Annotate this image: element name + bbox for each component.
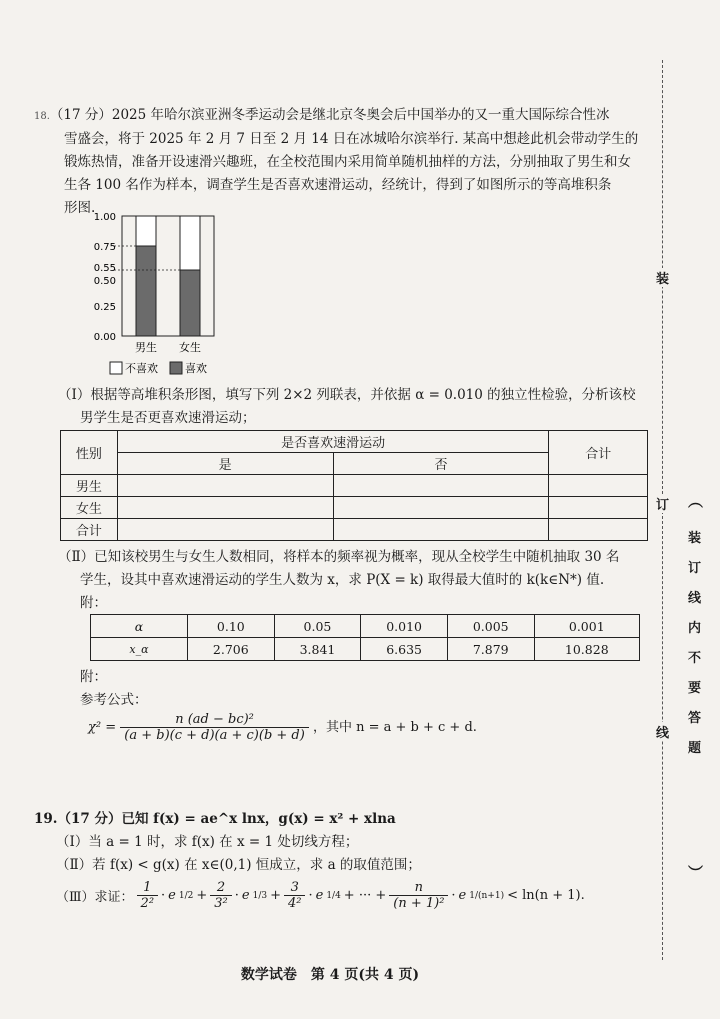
side-char-7: 题 [688, 741, 702, 756]
row-female-label: 女生 [61, 497, 118, 519]
legend-label-like: 喜欢 [185, 362, 207, 375]
side-char-5: 要 [688, 681, 702, 696]
stem-line: 锻炼热情，准备开设速滑兴趣班，在全校范围内采用简单随机抽样的方法，分别抽取了男生和女 [64, 154, 631, 170]
cell-male-total[interactable] [549, 475, 648, 497]
question-19-part-1: （Ⅰ）当 a = 1 时，求 f(x) 在 x = 1 处切线方程； [56, 834, 359, 850]
y-tick-label-4: 0.75 [93, 242, 116, 253]
side-char-1: 订 [688, 561, 702, 576]
stacked-bar-chart [60, 206, 260, 381]
part-3-prefix: （Ⅲ）求证： [56, 890, 134, 905]
page-footer: 数学试卷 第 4 页(共 4 页) [240, 967, 420, 983]
term-den: 3² [214, 896, 228, 911]
question-19-title: 19.（17 分）已知 f(x) = ae^x lnx，g(x) = x² + xlna [34, 811, 396, 827]
header-yes: 是 [117, 453, 333, 475]
alpha-label: α [91, 615, 188, 638]
legend-swatch-like [170, 362, 182, 374]
critical-value-0: 2.706 [188, 638, 275, 661]
alpha-value-1: 0.05 [274, 615, 361, 638]
formula-lhs: χ² = [88, 720, 117, 735]
term-num: 3 [284, 880, 305, 896]
alpha-value-3: 0.005 [447, 615, 534, 638]
table-row [91, 615, 640, 638]
formula-tail: ，其中 n = a + b + c + d. [312, 720, 477, 735]
term-exp: 1/4 [326, 890, 341, 901]
part-1-line: （Ⅰ）根据等高堆积条形图，填写下列 2×2 列联表，并依据 α = 0.010 的独立性检验，分析该校 [58, 387, 636, 403]
header-like: 是否喜欢速滑运动 [117, 431, 549, 453]
part-2-line: （Ⅱ）已知该校男生与女生人数相同，将样本的频率视为概率，现从全校学生中随机抽取 30 名 [58, 549, 620, 565]
side-char-3: 内 [688, 621, 702, 636]
term-1 [137, 880, 158, 911]
chi-square-formula [88, 712, 477, 743]
y-tick-label-1: 0.25 [93, 302, 116, 313]
cell-female-no[interactable] [333, 497, 549, 519]
legend-swatch-dislike [110, 362, 122, 374]
critical-value-3: 7.879 [447, 638, 534, 661]
term-exp: 1/(n+1) [469, 890, 505, 901]
x-tick-label-1: 女生 [179, 341, 201, 354]
cell-male-yes[interactable] [117, 475, 333, 497]
stem-line: 生各 100 名作为样本，调查学生是否喜欢速滑运动，经统计，得到了如图所示的等高堆积条 [64, 177, 612, 193]
critical-value-4: 10.828 [534, 638, 639, 661]
critical-value-table [90, 614, 640, 661]
term-num: 1 [137, 880, 158, 896]
cell-male-no[interactable] [333, 475, 549, 497]
question-19 [34, 808, 654, 877]
bar-like-0 [136, 246, 156, 336]
side-char-4: 不 [688, 651, 702, 666]
inequality-tail: < ln(n + 1). [507, 888, 585, 903]
side-paren-close: ︶ [688, 864, 704, 882]
cell-total-yes[interactable] [117, 519, 333, 541]
table-row [61, 497, 648, 519]
side-mark-xian: 线 [656, 722, 669, 741]
term-2 [210, 880, 231, 911]
y-tick-label-2: 0.50 [93, 276, 116, 287]
legend-label-dislike: 不喜欢 [125, 362, 158, 375]
cell-total-no[interactable] [333, 519, 549, 541]
y-tick-label-3: 0.55 [93, 263, 116, 274]
cell-total-total[interactable] [549, 519, 648, 541]
side-char-6: 答 [688, 711, 702, 726]
term-num: 2 [210, 880, 231, 896]
appendix-label: 附： [80, 669, 107, 685]
side-mark-ding: 订 [656, 494, 669, 513]
alpha-value-2: 0.010 [361, 615, 448, 638]
formula-numerator: n (ad − bc)² [120, 712, 309, 728]
row-male-label: 男生 [61, 475, 118, 497]
term-exp: 1/2 [178, 890, 194, 901]
side-vertical-warning [688, 524, 704, 764]
term-den: (n + 1)² [393, 896, 445, 911]
x-tick-label-0: 男生 [135, 341, 157, 354]
stem-line: 雪盛会，将于 2025 年 2 月 7 日至 2 月 14 日在冰城哈尔滨举行. 某高中想趁此机会带动学生的 [64, 131, 639, 147]
table-row [61, 475, 648, 497]
appendix [80, 666, 640, 712]
term-num: n [389, 880, 448, 896]
question-19-part-2: （Ⅱ）若 f(x) < g(x) 在 x∈(0,1) 恒成立，求 a 的取值范围； [56, 857, 421, 873]
stem-line: （17 分）2025 年哈尔滨亚洲冬季运动会是继北京冬奥会后中国举办的又一重大国际综合性冰 [49, 107, 610, 123]
critical-value-2: 6.635 [361, 638, 448, 661]
stem-line: 形图. [64, 200, 96, 216]
alpha-value-4: 0.001 [534, 615, 639, 638]
part-1-text [58, 384, 658, 430]
cell-female-yes[interactable] [117, 497, 333, 519]
term-n [389, 880, 448, 911]
cell-female-total[interactable] [549, 497, 648, 519]
header-gender: 性别 [61, 431, 118, 475]
side-mark-zhuang: 装 [656, 268, 669, 287]
question-18-stem [34, 104, 654, 220]
question-marker: 18. [34, 111, 50, 122]
critical-value-1: 3.841 [274, 638, 361, 661]
table-row [91, 638, 640, 661]
term-3 [284, 880, 305, 911]
appendix-label: 附： [80, 595, 107, 611]
side-paren-open: ︵ [688, 492, 704, 510]
alpha-value-0: 0.10 [188, 615, 275, 638]
term-exp: 1/3 [252, 890, 268, 901]
bar-like-1 [180, 270, 200, 336]
part-2-text [58, 546, 658, 615]
y-tick-label-5: 1.00 [93, 212, 116, 223]
term-den: 4² [287, 896, 302, 911]
part-2-line: 学生，设其中喜欢速滑运动的学生人数为 x，求 P(X = k) 取得最大值时的 k(k∈N*) 值. [80, 572, 605, 588]
part-1-line: 男学生是否更喜欢速滑运动； [80, 410, 256, 426]
row-total-label: 合计 [61, 519, 118, 541]
ellipsis: + ··· + [343, 888, 387, 903]
question-19-part-3: （Ⅲ）求证： $\frac{1}{\text{2²}}$ · e 1/2 + $\frac{2}{\text{3²}}$ · e 1/3 + $\frac{3}{\text{4²}}$ · e 1/4 + ··· + $\frac{n}{\text{(n + 1)²}}$ · e 1/(n+1) < ln(n + 1). [56, 880, 585, 911]
contingency-table [60, 430, 648, 541]
formula-label: 参考公式： [80, 692, 148, 708]
table-row [61, 519, 648, 541]
header-no: 否 [333, 453, 549, 475]
formula-fraction [120, 712, 309, 743]
side-char-2: 线 [688, 591, 702, 606]
formula-denominator: (a + b)(c + d)(a + c)(b + d) [124, 728, 305, 743]
x-alpha-label: x_α [91, 638, 188, 661]
header-total: 合计 [549, 431, 648, 475]
side-char-0: 装 [688, 531, 702, 546]
y-tick-label-0: 0.00 [93, 332, 116, 343]
term-den: 2² [140, 896, 155, 911]
